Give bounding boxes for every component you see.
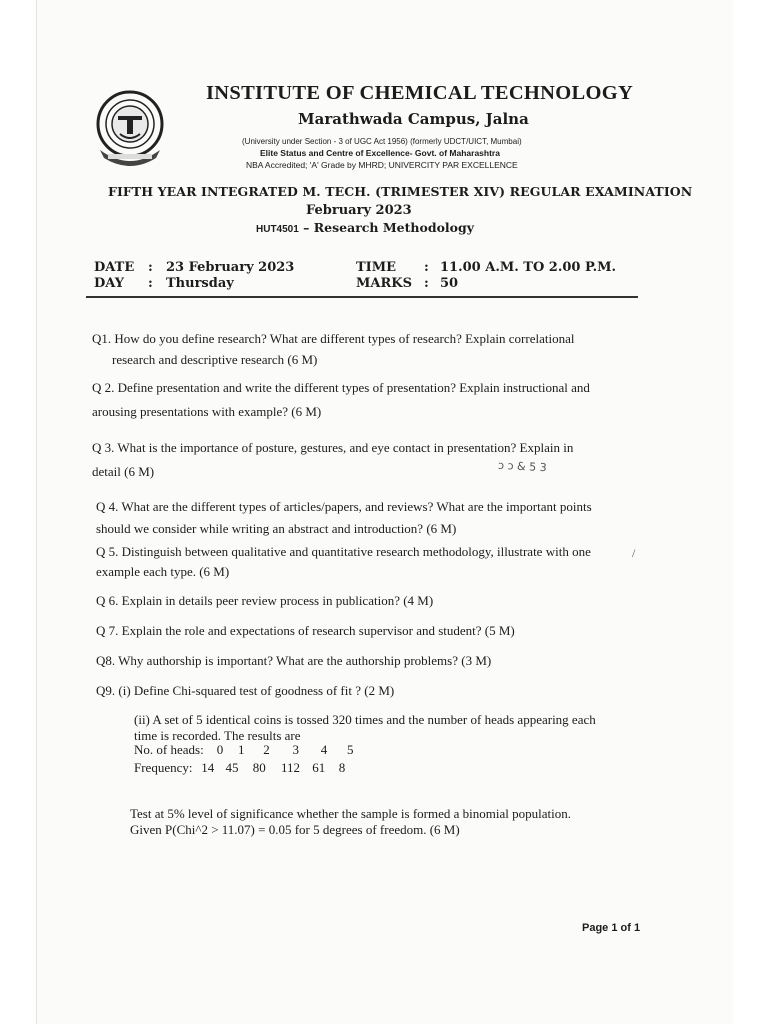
heads-value: 5 (346, 742, 354, 757)
heads-row (134, 742, 361, 758)
accreditation: NBA Accredited; 'A' Grade by MHRD; UNIVERCITY PAR EXCELLENCE (246, 160, 518, 170)
page-number: Page 1 of 1 (582, 922, 641, 934)
question-4-text: Q 4. What are the different types of articles/papers, and reviews? What are the important points (96, 499, 592, 514)
heads-value: 0 (216, 742, 224, 757)
day-value: Thursday (166, 276, 234, 291)
question-4-text-cont: should we consider while writing an abstract and introduction? (6 M) (96, 521, 457, 536)
campus-name: Marathwada Campus, Jalna (298, 110, 529, 128)
elite-status: Elite Status and Centre of Excellence- Govt. of Maharashtra (260, 148, 500, 158)
frequency-label: Frequency: (134, 760, 193, 775)
frequency-value: 80 (252, 760, 266, 775)
date-label: DATE (94, 260, 135, 275)
heads-value: 1 (237, 742, 245, 757)
question-3 (92, 436, 652, 484)
question-1-text: Q1. How do you define research? What are different types of research? Explain correlational (92, 331, 575, 346)
time-colon: : (424, 260, 429, 275)
question-8: Q8. Why authorship is important? What are the authorship problems? (3 M) (96, 653, 492, 668)
frequency-value: 14 (201, 760, 215, 775)
header-divider (86, 296, 638, 298)
question-7: Q 7. Explain the role and expectations of research supervisor and student? (5 M) (96, 623, 515, 638)
question-9-part-ii-text: (ii) A set of 5 identical coins is tossed 320 times and the number of heads appearing each (134, 712, 596, 727)
time-value: 11.00 A.M. TO 2.00 P.M. (440, 260, 617, 275)
marks-colon: : (424, 276, 429, 291)
question-9-part-i: Q9. (i) Define Chi-squared test of goodness of fit ? (2 M) (96, 683, 395, 698)
date-colon: : (148, 260, 153, 275)
heads-label: No. of heads: (134, 742, 204, 757)
question-5-text: Q 5. Distinguish between qualitative and quantitative research methodology, illustrate with one (96, 544, 591, 559)
course-code: HUT4501 (256, 224, 299, 235)
heads-value: 4 (320, 742, 328, 757)
question-9-given: Given P(Chi^2 > 11.07) = 0.05 for 5 degrees of freedom. (6 M) (130, 822, 460, 837)
question-4 (96, 496, 656, 540)
question-1-text-cont: research and descriptive research (6 M) (112, 352, 318, 367)
institute-name: INSTITUTE OF CHEMICAL TECHNOLOGY (206, 82, 634, 104)
question-6: Q 6. Explain in details peer review process in publication? (4 M) (96, 593, 434, 608)
question-3-text-cont: detail (6 M) (92, 464, 155, 479)
course-name: – Research Methodology (298, 220, 474, 235)
question-2 (92, 376, 652, 424)
institute-logo (94, 88, 166, 170)
exam-month: February 2023 (306, 203, 412, 218)
question-5 (96, 542, 656, 582)
time-label: TIME (356, 260, 397, 275)
question-3-text: Q 3. What is the importance of posture, gestures, and eye contact in presentation? Explain in (92, 440, 574, 455)
marks-label: MARKS (356, 276, 412, 291)
question-9-part-ii (134, 712, 644, 744)
question-2-text: Q 2. Define presentation and write the different types of presentation? Explain instructional and (92, 380, 590, 395)
question-9-test: Test at 5% level of significance whether the sample is formed a binomial population. (130, 806, 571, 821)
handwritten-scribble: ↄ ↄ & 5 3 (497, 458, 547, 475)
question-1 (92, 328, 652, 370)
question-5-text-cont: example each type. (6 M) (96, 564, 230, 579)
frequency-value: 61 (312, 760, 326, 775)
marks-value: 50 (440, 276, 459, 291)
heads-value: 2 (263, 742, 270, 757)
date-value: 23 February 2023 (166, 260, 295, 275)
margin-tick-mark: / (632, 546, 636, 560)
day-colon: : (148, 276, 153, 291)
heads-value: 3 (292, 742, 299, 757)
frequency-value: 45 (225, 760, 239, 775)
exam-title: FIFTH YEAR INTEGRATED M. TECH. (TRIMESTER XIV) REGULAR EXAMINATION (108, 184, 693, 199)
day-label: DAY (94, 276, 124, 291)
university-status: (University under Section - 3 of UGC Act 1956) (formerly UDCT/UICT, Mumbai) (242, 137, 522, 146)
question-2-text-cont: arousing presentations with example? (6 M) (92, 404, 322, 419)
frequency-value: 112 (280, 760, 300, 775)
course-title (256, 220, 474, 235)
frequency-value: 8 (338, 760, 346, 775)
frequency-row (134, 760, 352, 776)
question-9-part-ii-text-cont: time is recorded. The results are (134, 728, 301, 743)
